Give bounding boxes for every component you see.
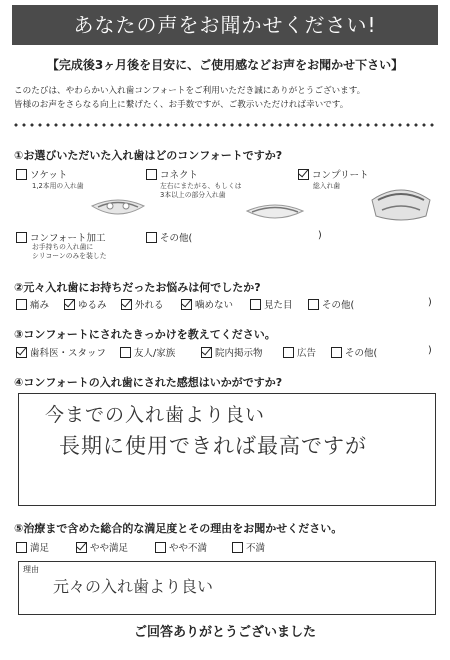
q5-option-dissatisfied[interactable]: 不満 (232, 540, 265, 554)
q5-option-somewhat-satisfied[interactable]: やや満足 (76, 540, 128, 554)
q1-option-other[interactable]: その他( (146, 230, 192, 244)
checkbox[interactable] (283, 347, 294, 358)
handwritten-reason: 元々の入れ歯より良い (53, 577, 214, 596)
q5-option-somewhat-dissatisfied[interactable]: やや不満 (155, 540, 207, 554)
checkbox[interactable] (331, 347, 342, 358)
question-1-title: ①お選びいただいた入れ歯はどのコンフォートですか? (14, 149, 283, 162)
dotted-divider (12, 122, 438, 128)
checkbox[interactable] (146, 169, 157, 180)
q1-note-processing: お手持ちの入れ歯に シリコーンのみを装した (32, 243, 107, 260)
checkbox[interactable] (16, 542, 27, 553)
checkbox-checked[interactable] (64, 299, 75, 310)
connect-denture-image (244, 199, 306, 225)
q1-option-complete[interactable]: コンプリート (298, 167, 369, 181)
complete-denture-image (368, 180, 434, 224)
q2-option-falls-out[interactable]: 外れる (121, 297, 164, 311)
page-title-banner (12, 5, 438, 45)
checkbox-checked[interactable] (121, 299, 132, 310)
q1-note-complete: 総入れ歯 (313, 182, 341, 190)
checkbox[interactable] (155, 542, 166, 553)
q3-option-other[interactable]: その他( (331, 345, 377, 359)
checkbox-checked[interactable] (298, 169, 309, 180)
subtitle: 【完成後3ヶ月後を目安に、ご使用感などお声をお聞かせ下さい】 (46, 58, 404, 72)
q2-option-cannot-chew[interactable]: 噛めない (181, 297, 233, 311)
checkbox[interactable] (250, 299, 261, 310)
impression-answer-box[interactable] (18, 393, 436, 506)
checkbox-checked[interactable] (16, 347, 27, 358)
q3-option-clinic-posting[interactable]: 院内掲示物 (201, 345, 263, 359)
question-2-title: ②元々入れ歯にお持ちだったお悩みは何でしたか? (14, 281, 261, 294)
intro-line-1: このたびは、やわらかい入れ歯コンフォートをご利用いただき誠にありがとうございます。 (14, 86, 366, 96)
intro-text (14, 84, 438, 112)
q5-option-satisfied[interactable]: 満足 (16, 540, 49, 554)
q1-option-connect[interactable]: コネクト (146, 167, 198, 181)
q1-other-close-paren: ) (318, 230, 322, 241)
q1-option-processing[interactable]: コンフォート加工 (16, 230, 106, 244)
intro-line-2: 皆様のお声をさらなる向上に繋げたく、お手数ですが、ご教示いただければ幸いです。 (14, 100, 349, 110)
q2-option-other[interactable]: その他( (308, 297, 354, 311)
checkbox-checked[interactable] (181, 299, 192, 310)
question-5-title: ⑤治療まで含めた総合的な満足度とその理由をお聞かせください。 (14, 522, 343, 535)
q2-option-loose[interactable]: ゆるみ (64, 297, 107, 311)
checkbox-checked[interactable] (76, 542, 87, 553)
q3-option-advertisement[interactable]: 広告 (283, 345, 316, 359)
checkbox[interactable] (16, 299, 27, 310)
checkbox[interactable] (146, 232, 157, 243)
q3-close-paren: ) (428, 345, 432, 356)
socket-denture-image (88, 192, 148, 224)
checkbox[interactable] (308, 299, 319, 310)
checkbox-checked[interactable] (201, 347, 212, 358)
q2-close-paren: ) (428, 297, 432, 308)
q1-note-connect: 左右にまたがる、もしくは 3本以上の部分入れ歯 (160, 182, 242, 199)
q3-option-friend-family[interactable]: 友人/家族 (120, 345, 175, 359)
checkbox[interactable] (16, 169, 27, 180)
checkbox[interactable] (16, 232, 27, 243)
q1-option-socket[interactable]: ソケット (16, 167, 67, 181)
closing-message: ご回答ありがとうございました (133, 625, 316, 640)
q1-note-socket: 1,2本用の入れ歯 (32, 182, 84, 190)
checkbox[interactable] (232, 542, 243, 553)
page-title: あなたの声をお聞かせください! (73, 13, 377, 37)
question-4-title: ④コンフォートの入れ歯にされた感想はいかがですか? (14, 376, 283, 389)
handwritten-answer-line-1: 今までの入れ歯より良い (45, 404, 266, 426)
handwritten-answer-line-2: 長期に使用できれば最高ですが (59, 434, 367, 458)
q2-option-appearance[interactable]: 見た目 (250, 297, 293, 311)
q3-option-dental-staff[interactable]: 歯科医・スタッフ (16, 345, 106, 359)
question-3-title: ③コンフォートにされたきっかけを教えてください。 (14, 328, 276, 341)
reason-label: 理由 (23, 565, 39, 574)
checkbox[interactable] (120, 347, 131, 358)
q2-option-pain[interactable]: 痛み (16, 297, 49, 311)
reason-answer-box[interactable] (18, 561, 436, 615)
